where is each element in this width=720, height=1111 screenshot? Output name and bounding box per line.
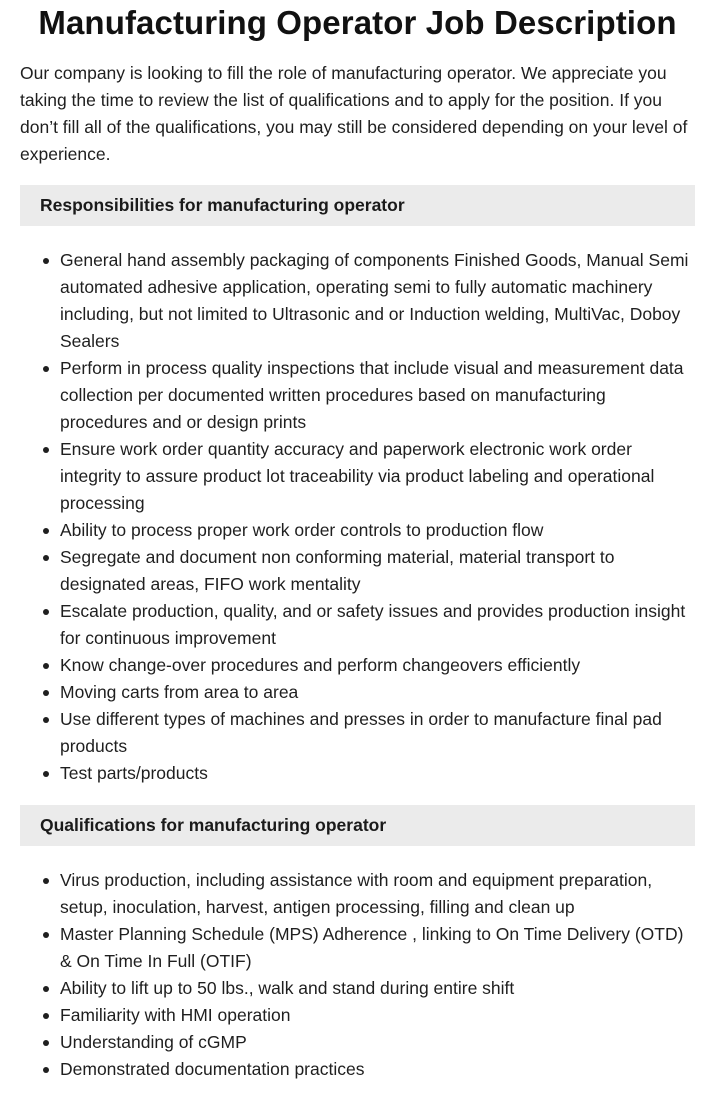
responsibilities-heading: Responsibilities for manufacturing operator bbox=[20, 185, 695, 226]
list-item: Ability to lift up to 50 lbs., walk and stand during entire shift bbox=[60, 975, 695, 1002]
list-item: Use different types of machines and presses in order to manufacture final pad products bbox=[60, 706, 695, 760]
page-title: Manufacturing Operator Job Description bbox=[38, 4, 677, 41]
responsibilities-list bbox=[20, 247, 695, 787]
list-item: Test parts/products bbox=[60, 760, 695, 787]
list-item: Perform in process quality inspections that include visual and measurement data collection per documented written procedures based on manufacturing procedures and or design prints bbox=[60, 355, 695, 436]
list-item: General hand assembly packaging of components Finished Goods, Manual Semi automated adhesive application, operating semi to fully automatic machinery including, but not limited to Ultrasonic and or Induction welding, MultiVac, Doboy Sealers bbox=[60, 247, 695, 355]
list-item: Ensure work order quantity accuracy and paperwork electronic work order integrity to assure product lot traceability via product labeling and operational processing bbox=[60, 436, 695, 517]
qualifications-heading: Qualifications for manufacturing operator bbox=[20, 805, 695, 846]
list-item: Moving carts from area to area bbox=[60, 679, 695, 706]
list-item: Virus production, including assistance with room and equipment preparation, setup, inoculation, harvest, antigen processing, filling and clean up bbox=[60, 867, 695, 921]
list-item: Segregate and document non conforming material, material transport to designated areas, FIFO work mentality bbox=[60, 544, 695, 598]
qualifications-list bbox=[20, 867, 695, 1083]
intro-paragraph: Our company is looking to fill the role of manufacturing operator. We appreciate you taking the time to review the list of qualifications and to apply for the position. If you don’t fill all of the qualifications, you may still be considered depending on your level of experience. bbox=[20, 63, 688, 164]
list-item: Escalate production, quality, and or safety issues and provides production insight for continuous improvement bbox=[60, 598, 695, 652]
list-item: Master Planning Schedule (MPS) Adherence , linking to On Time Delivery (OTD) & On Time In Full (OTIF) bbox=[60, 921, 695, 975]
list-item: Demonstrated documentation practices bbox=[60, 1056, 695, 1083]
list-item: Know change-over procedures and perform changeovers efficiently bbox=[60, 652, 695, 679]
list-item: Ability to process proper work order controls to production flow bbox=[60, 517, 695, 544]
list-item: Familiarity with HMI operation bbox=[60, 1002, 695, 1029]
list-item: Understanding of cGMP bbox=[60, 1029, 695, 1056]
